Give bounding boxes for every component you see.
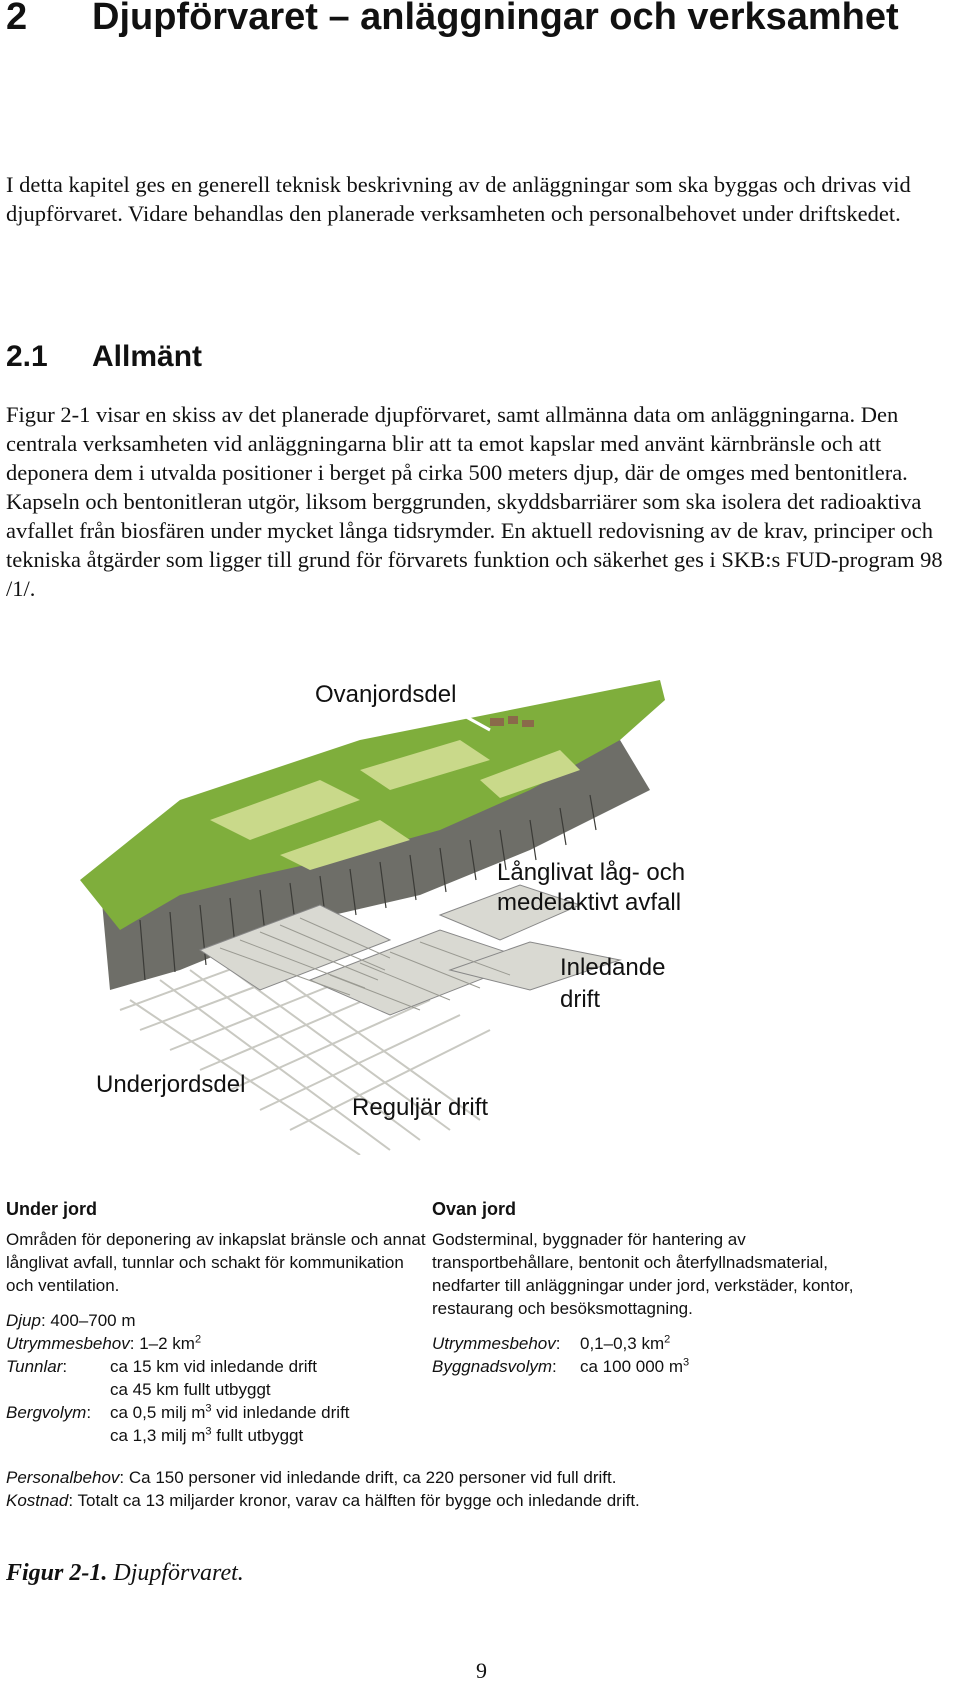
under-jord-description: Områden för deponering av inkapslat bränsle och annat långlivat avfall, tunnlar och schakt för kommunikation och ventilation. bbox=[6, 1230, 426, 1295]
ovan-jord-column bbox=[432, 1198, 862, 1378]
djup-row: Djup: 400–700 m bbox=[6, 1311, 136, 1330]
chapter-title-text: Djupförvaret – anläggningar och verksamhet bbox=[92, 0, 899, 38]
section-heading bbox=[6, 340, 202, 374]
utrymme-row: Utrymmesbehov: 1–2 $km^2$ bbox=[6, 1333, 202, 1353]
page-number: 9 bbox=[476, 1658, 487, 1683]
under-jord-table bbox=[6, 1355, 350, 1447]
caption-text: Djupförvaret. bbox=[113, 1560, 244, 1586]
ovan-jord-description: Godsterminal, byggnader för hantering av transportbehållare, bentonit och återfyllnadsmaterial, nedfarter till anläggningar under jord, verkstäder, kontor, restaurang och besöksmottagning. bbox=[432, 1230, 854, 1318]
under-jord-column bbox=[6, 1198, 426, 1447]
label-ovanjordsdel: Ovanjordsdel bbox=[315, 681, 457, 708]
ovan-utrymme-row: Utrymmesbehov: 0,1–0,3 $km^2$ bbox=[432, 1333, 671, 1353]
label-inledande-1: Inledande bbox=[560, 954, 666, 981]
intro-paragraph: I detta kapitel ges en generell teknisk beskrivning av de anläggningar som ska byggas och drivas vid djupförvaret. Vidare behandlas den planerade verksamheten och personalbehovet under driftskedet. bbox=[6, 172, 911, 226]
byggnadsvolym-row: Byggnadsvolym: ca 100 000 $m^3$ bbox=[432, 1356, 690, 1376]
label-langlivat-2: medelaktivt avfall bbox=[497, 889, 682, 916]
tunnlar-row: Tunnlar: ca 15 km vid inledande drift bbox=[6, 1357, 317, 1376]
section-body: Figur 2-1 visar en skiss av det planerade djupförvaret, samt allmänna data om anläggningarna. Den centrala verksamheten vid anläggningarna blir att ta emot kapslar med använt kärnbränsle och att deponera dem i utvalda positioner i berget på cirka 500 meters djup, där de omges med bentonitlera. Kapseln och bentonitleran utgör, liksom berggrunden, skyddsbarriärer som ska isolera det radioaktiva avfallet från biosfären under mycket långa tidsrymder. En aktuell redovisning av de krav, principer och tekniska åtgärder som ligger till grund för förvarets funktion och säkerhet ges i SKB:s FUD-program 98 /1/. bbox=[6, 402, 943, 601]
repository-illustration bbox=[60, 680, 730, 1155]
personalbehov-line: Personalbehov: Ca 150 personer vid inledande drift, ca 220 personer vid full drift. bbox=[6, 1468, 617, 1487]
under-jord-heading: Under jord bbox=[6, 1199, 98, 1219]
figure-caption bbox=[6, 1560, 244, 1587]
bergvolym-row-2: ca 1,3 milj $m^3$ fullt utbyggt bbox=[110, 1425, 304, 1445]
label-langlivat-1: Långlivat låg- och bbox=[497, 859, 686, 886]
caption-label: Figur 2-1. bbox=[6, 1560, 108, 1586]
section-title: Allmänt bbox=[92, 340, 203, 373]
section-number: 2.1 bbox=[6, 340, 48, 373]
label-underjordsdel: Underjordsdel bbox=[96, 1071, 246, 1098]
tunnlar-row-2: ca 45 km fullt utbyggt bbox=[110, 1380, 271, 1399]
kostnad-line: Kostnad: Totalt ca 13 miljarder kronor, varav ca hälften för bygge och inledande drift. bbox=[6, 1491, 640, 1510]
chapter-title bbox=[6, 0, 899, 39]
summary-block bbox=[6, 1466, 926, 1512]
chapter-number: 2 bbox=[6, 0, 28, 38]
label-regular-drift: Reguljär drift bbox=[352, 1094, 489, 1121]
ovan-jord-heading: Ovan jord bbox=[432, 1199, 517, 1219]
ovan-jord-table bbox=[432, 1332, 689, 1378]
label-inledande-2: drift bbox=[560, 986, 601, 1013]
bergvolym-row: Bergvolym: ca 0,5 milj $m^3$ vid inledande drift bbox=[6, 1402, 350, 1422]
